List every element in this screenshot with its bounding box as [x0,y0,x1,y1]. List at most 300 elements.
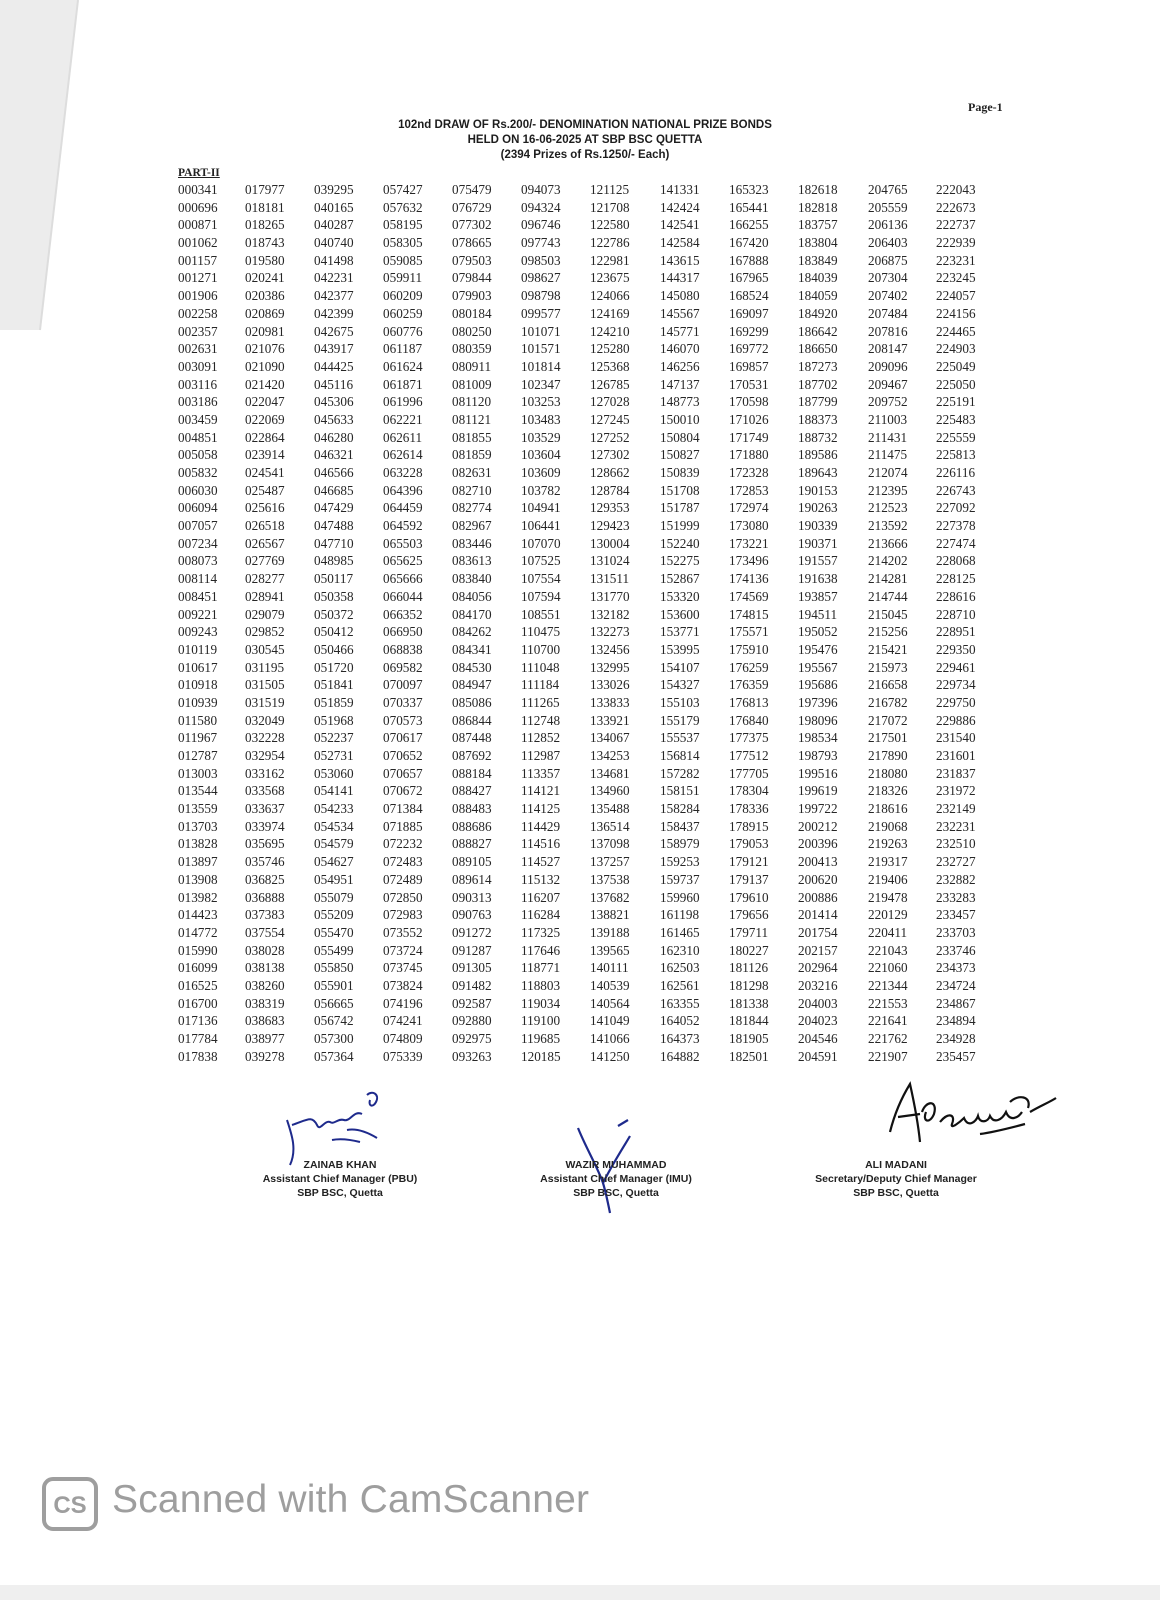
title-line-2: HELD ON 16-06-2025 AT SBP BSC QUETTA [467,134,703,146]
prize-bond-number: 221344 [868,977,908,993]
prize-bond-number: 152240 [660,535,700,551]
prize-bond-number: 074809 [383,1031,423,1046]
prize-bond-number: 232882 [936,871,976,887]
prize-bond-number: 020981 [245,323,285,339]
prize-bond-number: 032049 [245,712,285,728]
prize-bond-number: 022069 [245,411,285,427]
prize-bond-number: 135488 [590,801,630,817]
signature-ali-madani [860,1072,1060,1157]
prize-bond-number: 114516 [521,836,561,852]
prize-bond-number: 065503 [383,535,423,551]
signatory-org: SBP BSC, Quetta [853,1187,939,1199]
prize-bond-number: 219068 [868,818,908,834]
prize-bond-number: 190153 [798,482,838,498]
prize-bond-number: 081855 [452,429,492,445]
prize-bond-number: 118771 [521,960,561,976]
prize-bond-number: 017784 [178,1031,218,1046]
prize-bond-number: 224156 [936,305,976,321]
prize-bond-number: 186642 [798,323,838,339]
prize-bond-number: 222673 [936,199,976,215]
prize-bond-number: 051841 [314,677,354,693]
prize-bond-number: 011580 [178,712,218,728]
prize-bond-number: 193857 [798,588,838,604]
prize-bond-number: 181126 [729,960,769,976]
prize-bond-number: 221641 [868,1013,908,1029]
prize-bond-number: 006030 [178,482,218,498]
prize-bond-number: 233703 [936,924,976,940]
prize-bond-number: 229734 [936,677,976,693]
prize-bond-number: 006094 [178,500,218,516]
prize-bond-number: 021090 [245,358,285,374]
prize-bond-number: 174815 [729,606,769,622]
prize-bond-number: 213666 [868,535,908,551]
prize-bond-number: 050358 [314,588,354,604]
prize-bond-number: 046321 [314,447,354,463]
prize-bond-number: 040740 [314,235,354,251]
prize-bond-number: 179711 [729,924,769,940]
prize-bond-number: 079903 [452,288,492,304]
prize-bond-number: 047710 [314,535,354,551]
prize-bond-number: 231540 [936,730,976,746]
prize-bond-number: 103253 [521,394,561,410]
prize-bond-number: 038319 [245,995,285,1011]
prize-bond-number: 046685 [314,482,354,498]
prize-bond-number: 039278 [245,1048,285,1064]
prize-bond-number: 036888 [245,889,285,905]
prize-bond-number: 084056 [452,588,492,604]
prize-bond-number: 233283 [936,889,976,905]
prize-bond-number: 082774 [452,500,492,516]
prize-bond-number: 087448 [452,730,492,746]
prize-bond-number: 201414 [798,907,838,923]
signatory-title: Assistant Chief Manager (PBU) [262,1173,418,1185]
prize-bond-number: 026567 [245,535,285,551]
prize-bond-number: 204546 [798,1031,838,1046]
prize-bond-number: 209096 [868,358,908,374]
prize-bond-number: 225049 [936,358,976,374]
prize-bond-number: 183849 [798,252,838,268]
prize-bond-number: 090763 [452,907,492,923]
prize-bond-number: 066950 [383,624,423,640]
prize-bond-number: 060259 [383,305,423,321]
prize-bond-number: 145567 [660,305,700,321]
prize-bond-number: 171749 [729,429,769,445]
prize-bond-number: 232231 [936,818,976,834]
prize-bond-number: 018181 [245,199,285,215]
prize-bond-number: 073745 [383,960,423,976]
prize-bond-number: 046280 [314,429,354,445]
prize-bond-number: 141331 [660,182,700,197]
prize-bond-number: 198793 [798,748,838,763]
prize-bond-number: 080250 [452,323,492,339]
prize-bond-number: 136514 [590,818,630,834]
prize-bond-number: 081859 [452,447,492,463]
prize-bond-number: 111184 [521,677,560,693]
prize-bond-number: 127252 [590,429,630,445]
prize-bond-number: 020241 [245,270,285,286]
prize-bond-number: 141049 [590,1013,630,1029]
prize-bond-number: 040165 [314,199,354,215]
prize-bond-number: 031195 [245,659,285,675]
prize-bond-number: 158437 [660,818,700,834]
prize-bond-number: 026518 [245,518,285,534]
prize-bond-number: 101814 [521,358,561,374]
prize-bond-number: 002258 [178,305,218,321]
prize-bond-number: 051720 [314,659,354,675]
prize-bond-number: 050466 [314,641,354,657]
prize-bond-number: 042231 [314,270,354,286]
prize-bond-number: 096746 [521,217,561,233]
prize-bond-number: 014423 [178,907,218,923]
prize-bond-number: 042399 [314,305,354,321]
prize-bond-number: 075479 [452,182,492,197]
prize-bond-number: 179656 [729,907,769,923]
prize-bond-number: 145080 [660,288,700,304]
prize-bond-number: 167965 [729,270,769,286]
signature-zainab-khan [272,1080,392,1170]
prize-bond-number: 107554 [521,571,561,587]
prize-bond-number: 073824 [383,977,423,993]
prize-bond-number: 081121 [452,411,492,427]
prize-bond-number: 017136 [178,1013,218,1029]
prize-bond-number: 089105 [452,854,492,870]
prize-bond-number: 084170 [452,606,492,622]
prize-bond-number: 225191 [936,394,976,410]
prize-bond-number: 179610 [729,889,769,905]
prize-bond-number: 008073 [178,553,218,569]
prize-bond-number: 219478 [868,889,908,905]
prize-bond-number: 072489 [383,871,423,887]
prize-bond-number: 050372 [314,606,354,622]
prize-bond-number: 195567 [798,659,838,675]
prize-bond-number: 178304 [729,783,769,799]
prize-bond-number: 191638 [798,571,838,587]
prize-bond-number: 038683 [245,1013,285,1029]
prize-bond-number: 038138 [245,960,285,976]
prize-bond-number: 055850 [314,960,354,976]
signatory-name: WAZIR MUHAMMAD [565,1159,667,1171]
prize-bond-number: 088184 [452,765,492,781]
prize-bond-number-table [178,181,1018,1064]
prize-bond-number: 087692 [452,748,492,763]
prize-bond-number: 172974 [729,500,769,516]
prize-bond-number: 225559 [936,429,976,445]
prize-bond-number: 225813 [936,447,976,463]
prize-bond-number: 171026 [729,411,769,427]
prize-bond-number: 038028 [245,942,285,958]
prize-bond-number: 054951 [314,871,354,887]
prize-bond-number: 164052 [660,1013,700,1029]
prize-bond-number: 140111 [590,960,629,976]
prize-bond-number: 085086 [452,694,492,710]
prize-bond-number: 179137 [729,871,769,887]
prize-bond-number: 083613 [452,553,492,569]
prize-bond-number: 009221 [178,606,218,622]
prize-bond-number: 051968 [314,712,354,728]
prize-bond-number: 117325 [521,924,561,940]
prize-bond-number: 224465 [936,323,976,339]
prize-bond-number: 054627 [314,854,354,870]
prize-bond-number: 045116 [314,376,354,392]
prize-bond-number: 184039 [798,270,838,286]
prize-bond-number: 062614 [383,447,423,463]
signatory-name: ZAINAB KHAN [303,1159,377,1171]
prize-bond-number: 016525 [178,977,218,993]
prize-bond-number: 018265 [245,217,285,233]
prize-bond-number: 070657 [383,765,423,781]
prize-bond-number: 093263 [452,1048,492,1064]
prize-bond-number: 025616 [245,500,285,516]
prize-bond-number: 090313 [452,889,492,905]
prize-bond-number: 159253 [660,854,700,870]
prize-bond-number: 060209 [383,288,423,304]
prize-bond-number: 172853 [729,482,769,498]
number-column [245,181,309,1065]
prize-bond-number: 005058 [178,447,218,463]
prize-bond-number: 172328 [729,465,769,480]
prize-bond-number: 189643 [798,465,838,480]
prize-bond-number: 040287 [314,217,354,233]
prize-bond-number: 205559 [868,199,908,215]
prize-bond-number: 183757 [798,217,838,233]
prize-bond-number: 219406 [868,871,908,887]
prize-bond-number: 059911 [383,270,423,286]
prize-bond-number: 181298 [729,977,769,993]
prize-bond-number: 174569 [729,588,769,604]
prize-bond-number: 001271 [178,270,218,286]
prize-bond-number: 124210 [590,323,630,339]
prize-bond-number: 139565 [590,942,630,958]
prize-bond-number: 165441 [729,199,769,215]
prize-bond-number: 169857 [729,358,769,374]
prize-bond-number: 216782 [868,694,908,710]
prize-bond-number: 222043 [936,182,976,197]
prize-bond-number: 103483 [521,411,561,427]
prize-bond-number: 159960 [660,889,700,905]
prize-bond-number: 033162 [245,765,285,781]
prize-bond-number: 131511 [590,571,630,587]
prize-bond-number: 045633 [314,411,354,427]
prize-bond-number: 058195 [383,217,423,233]
prize-bond-number: 154327 [660,677,700,693]
prize-bond-number: 088686 [452,818,492,834]
prize-bond-number: 103604 [521,447,561,463]
prize-bond-number: 184059 [798,288,838,304]
prize-bond-number: 164882 [660,1048,700,1064]
prize-bond-number: 232510 [936,836,976,852]
prize-bond-number: 153600 [660,606,700,622]
prize-bond-number: 137257 [590,854,630,870]
prize-bond-number: 187702 [798,376,838,392]
prize-bond-number: 091272 [452,924,492,940]
prize-bond-number: 226116 [936,465,976,480]
number-column [729,181,793,1065]
prize-bond-number: 206403 [868,235,908,251]
prize-bond-number: 047429 [314,500,354,516]
prize-bond-number: 057632 [383,199,423,215]
prize-bond-number: 042377 [314,288,354,304]
prize-bond-number: 177375 [729,730,769,746]
prize-bond-number: 071384 [383,801,423,817]
prize-bond-number: 162561 [660,977,700,993]
prize-bond-number: 114527 [521,854,561,870]
prize-bond-number: 143615 [660,252,700,268]
prize-bond-number: 130004 [590,535,630,551]
prize-bond-number: 010939 [178,694,218,710]
prize-bond-number: 057300 [314,1031,354,1046]
prize-bond-number: 169097 [729,305,769,321]
prize-bond-number: 050412 [314,624,354,640]
prize-bond-number: 137098 [590,836,630,852]
prize-bond-number: 195052 [798,624,838,640]
prize-bond-number: 207304 [868,270,908,286]
prize-bond-number: 132995 [590,659,630,675]
prize-bond-number: 021076 [245,341,285,357]
camscanner-logo-letters: CS [53,1492,87,1519]
prize-bond-number: 050117 [314,571,354,587]
prize-bond-number: 175910 [729,641,769,657]
prize-bond-number: 132456 [590,641,630,657]
prize-bond-number: 110475 [521,624,561,640]
prize-bond-number: 122580 [590,217,630,233]
prize-bond-number: 123675 [590,270,630,286]
prize-bond-number: 234373 [936,960,976,976]
prize-bond-number: 157282 [660,765,700,781]
prize-bond-number: 209752 [868,394,908,410]
prize-bond-number: 082710 [452,482,492,498]
prize-bond-number: 062221 [383,411,423,427]
prize-bond-number: 224903 [936,341,976,357]
prize-bond-number: 228951 [936,624,976,640]
prize-bond-number: 038977 [245,1031,285,1046]
prize-bond-number: 227378 [936,518,976,534]
prize-bond-number: 045306 [314,394,354,410]
prize-bond-number: 182818 [798,199,838,215]
prize-bond-number: 052731 [314,748,354,763]
prize-bond-number: 092880 [452,1013,492,1029]
prize-bond-number: 234867 [936,995,976,1011]
prize-bond-number: 098627 [521,270,561,286]
prize-bond-number: 209467 [868,376,908,392]
prize-bond-number: 187799 [798,394,838,410]
prize-bond-number: 168524 [729,288,769,304]
prize-bond-number: 200620 [798,871,838,887]
prize-bond-number: 162310 [660,942,700,958]
prize-bond-number: 013003 [178,765,218,781]
prize-bond-number: 233746 [936,942,976,958]
prize-bond-number: 015990 [178,942,218,958]
prize-bond-number: 234894 [936,1013,976,1029]
prize-bond-number: 065666 [383,571,423,587]
prize-bond-number: 042675 [314,323,354,339]
prize-bond-number: 217072 [868,712,908,728]
prize-bond-number: 046566 [314,465,354,480]
prize-bond-number: 133921 [590,712,630,728]
prize-bond-number: 028941 [245,588,285,604]
prize-bond-number: 221043 [868,942,908,958]
prize-bond-number: 217501 [868,730,908,746]
prize-bond-number: 231601 [936,748,976,763]
number-column [660,181,724,1065]
prize-bond-number: 064592 [383,518,423,534]
prize-bond-number: 224057 [936,288,976,304]
prize-bond-number: 020869 [245,305,285,321]
prize-bond-number: 229350 [936,641,976,657]
prize-bond-number: 054233 [314,801,354,817]
prize-bond-number: 204591 [798,1048,838,1064]
prize-bond-number: 182501 [729,1048,769,1064]
prize-bond-number: 202157 [798,942,838,958]
prize-bond-number: 058305 [383,235,423,251]
prize-bond-number: 173496 [729,553,769,569]
prize-bond-number: 218326 [868,783,908,799]
prize-bond-number: 010918 [178,677,218,693]
prize-bond-number: 206875 [868,252,908,268]
prize-bond-number: 134067 [590,730,630,746]
prize-bond-number: 145771 [660,323,700,339]
prize-bond-number: 190263 [798,500,838,516]
prize-bond-number: 125368 [590,358,630,374]
prize-bond-number: 070097 [383,677,423,693]
prize-bond-number: 054579 [314,836,354,852]
prize-bond-number: 074241 [383,1013,423,1029]
prize-bond-number: 134681 [590,765,630,781]
prize-bond-number: 013828 [178,836,218,852]
prize-bond-number: 234928 [936,1031,976,1046]
prize-bond-number: 222939 [936,235,976,251]
prize-bond-number: 219263 [868,836,908,852]
prize-bond-number: 187273 [798,358,838,374]
prize-bond-number: 061996 [383,394,423,410]
prize-bond-number: 038260 [245,977,285,993]
prize-bond-number: 011967 [178,730,218,746]
prize-bond-number: 091287 [452,942,492,958]
prize-bond-number: 121125 [590,182,630,197]
prize-bond-number: 088483 [452,801,492,817]
prize-bond-number: 220129 [868,907,908,923]
prize-bond-number: 000696 [178,199,218,215]
prize-bond-number: 080911 [452,358,492,374]
prize-bond-number: 033974 [245,818,285,834]
prize-bond-number: 008114 [178,571,218,587]
prize-bond-number: 173221 [729,535,769,551]
prize-bond-number: 033568 [245,783,285,799]
prize-bond-number: 223231 [936,252,976,268]
prize-bond-number: 092975 [452,1031,492,1046]
prize-bond-number: 221762 [868,1031,908,1046]
prize-bond-number: 231972 [936,783,976,799]
prize-bond-number: 044425 [314,358,354,374]
prize-bond-number: 010119 [178,641,218,657]
prize-bond-number: 101071 [521,323,561,339]
prize-bond-number: 088827 [452,836,492,852]
prize-bond-number: 072850 [383,889,423,905]
prize-bond-number: 134960 [590,783,630,799]
prize-bond-number: 204003 [798,995,838,1011]
prize-bond-number: 035695 [245,836,285,852]
prize-bond-number: 097743 [521,235,561,251]
part-label: PART-II [178,167,220,179]
prize-bond-number: 063228 [383,465,423,480]
prize-bond-number: 012787 [178,748,218,763]
prize-bond-number: 165323 [729,182,769,197]
prize-bond-number: 146256 [660,358,700,374]
prize-bond-number: 142584 [660,235,700,251]
document-title [330,118,840,163]
prize-bond-number: 166255 [729,217,769,233]
prize-bond-number: 133833 [590,694,630,710]
prize-bond-number: 164373 [660,1031,700,1046]
